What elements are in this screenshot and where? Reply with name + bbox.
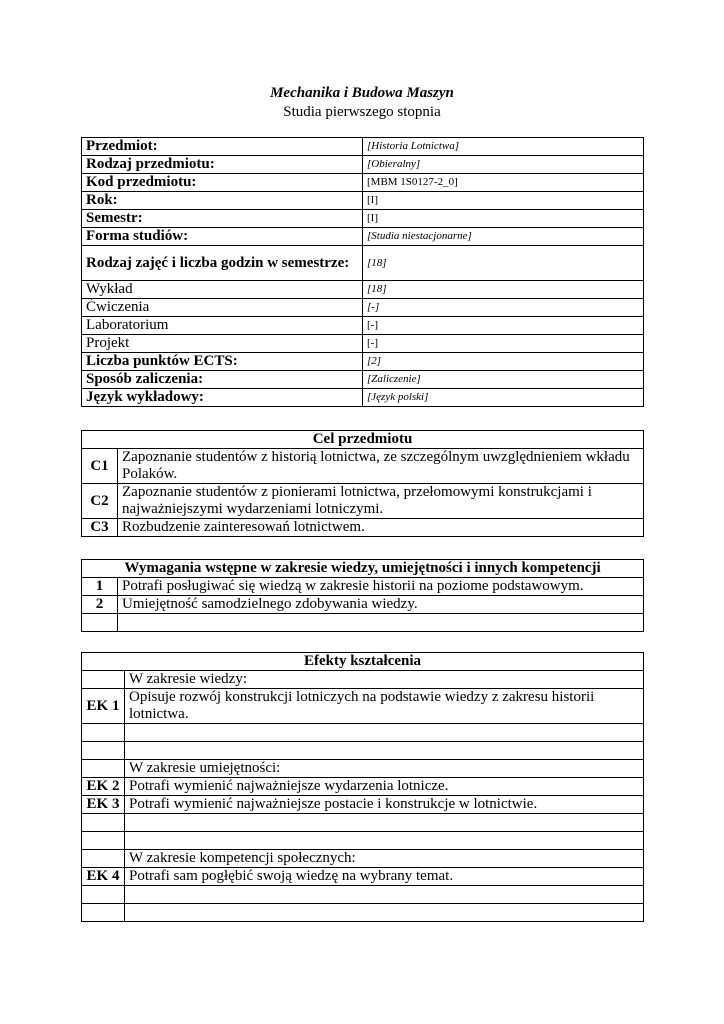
- table-row: [82, 519, 644, 537]
- info-value: [Historia Lotnictwa]: [363, 138, 644, 156]
- table-row: [82, 760, 644, 778]
- info-row: [82, 299, 644, 317]
- table-row: [82, 484, 644, 519]
- table-row: [82, 886, 644, 904]
- table-row: [82, 814, 644, 832]
- row-text: Opisuje rozwój konstrukcji lotniczych na podstawie wiedzy z zakresu historii lotnictwa.: [125, 689, 644, 724]
- row-text: Zapoznanie studentów z historią lotnictwa, ze szczególnym uwzględnieniem wkładu Polaków.: [118, 449, 644, 484]
- empty-cell: [82, 904, 125, 922]
- info-value: [18]: [363, 281, 644, 299]
- info-label: Wykład: [82, 281, 363, 299]
- info-label: Semestr:: [82, 210, 363, 228]
- empty-cell: [82, 850, 125, 868]
- info-row: [82, 389, 644, 407]
- table-row: [82, 832, 644, 850]
- info-label: Sposób zaliczenia:: [82, 371, 363, 389]
- table-header-row: [82, 653, 644, 671]
- table-row: [82, 850, 644, 868]
- table-row: [82, 596, 644, 614]
- empty-cell: [125, 886, 644, 904]
- row-code: 1: [82, 578, 118, 596]
- section-heading: Wymagania wstępne w zakresie wiedzy, umiejętności i innych kompetencji: [82, 560, 644, 578]
- row-text: Zapoznanie studentów z pionierami lotnictwa, przełomowymi konstrukcjami i najważniejszymi wydarzeniami lotniczymi.: [118, 484, 644, 519]
- row-code: EK 4: [82, 868, 125, 886]
- info-row: [82, 138, 644, 156]
- info-row: [82, 156, 644, 174]
- info-value: [I]: [363, 192, 644, 210]
- info-row: [82, 335, 644, 353]
- row-code: EK 2: [82, 778, 125, 796]
- empty-cell: [82, 724, 125, 742]
- info-value: [Zaliczenie]: [363, 371, 644, 389]
- info-row: [82, 192, 644, 210]
- table-row: [82, 689, 644, 724]
- table-row: [82, 796, 644, 814]
- info-value: [Obieralny]: [363, 156, 644, 174]
- empty-cell: [125, 832, 644, 850]
- info-label: Język wykładowy:: [82, 389, 363, 407]
- info-value: [-]: [363, 335, 644, 353]
- prerequisites-table: [81, 559, 644, 632]
- course-info-table: [81, 137, 644, 407]
- section-heading: Efekty kształcenia: [82, 653, 644, 671]
- info-row: [82, 174, 644, 192]
- info-row: [82, 246, 644, 281]
- row-text: Umiejętność samodzielnego zdobywania wiedzy.: [118, 596, 644, 614]
- info-row: [82, 353, 644, 371]
- table-row: [82, 724, 644, 742]
- info-label: Laboratorium: [82, 317, 363, 335]
- section-heading: Cel przedmiotu: [82, 431, 644, 449]
- empty-cell: [118, 614, 644, 632]
- info-value: [2]: [363, 353, 644, 371]
- category-label: W zakresie umiejętności:: [125, 760, 644, 778]
- row-code: 2: [82, 596, 118, 614]
- empty-cell: [82, 886, 125, 904]
- page-subtitle: Studia pierwszego stopnia: [283, 104, 441, 120]
- category-label: W zakresie kompetencji społecznych:: [125, 850, 644, 868]
- info-row: [82, 210, 644, 228]
- info-label: Projekt: [82, 335, 363, 353]
- empty-cell: [82, 671, 125, 689]
- table-row: [82, 778, 644, 796]
- info-label: Rodzaj zajęć i liczba godzin w semestrze:: [82, 246, 363, 281]
- info-value: [-]: [363, 317, 644, 335]
- info-label: Liczba punktów ECTS:: [82, 353, 363, 371]
- course-goals-table: [81, 430, 644, 537]
- empty-cell: [125, 814, 644, 832]
- empty-cell: [82, 742, 125, 760]
- table-row: [82, 904, 644, 922]
- row-code: EK 1: [82, 689, 125, 724]
- row-text: Potrafi sam pogłębić swoją wiedzę na wybrany temat.: [125, 868, 644, 886]
- info-label: Kod przedmiotu:: [82, 174, 363, 192]
- info-row: [82, 281, 644, 299]
- table-header-row: [82, 431, 644, 449]
- empty-cell: [82, 760, 125, 778]
- info-row: [82, 371, 644, 389]
- row-text: Potrafi wymienić najważniejsze wydarzenia lotnicze.: [125, 778, 644, 796]
- row-code: C3: [82, 519, 118, 537]
- info-value: [I]: [363, 210, 644, 228]
- info-label: Forma studiów:: [82, 228, 363, 246]
- row-code: C1: [82, 449, 118, 484]
- info-label: Ćwiczenia: [82, 299, 363, 317]
- info-label: Przedmiot:: [82, 138, 363, 156]
- table-header-row: [82, 560, 644, 578]
- row-text: Rozbudzenie zainteresowań lotnictwem.: [118, 519, 644, 537]
- category-label: W zakresie wiedzy:: [125, 671, 644, 689]
- row-code: C2: [82, 484, 118, 519]
- empty-cell: [125, 724, 644, 742]
- row-text: Potrafi wymienić najważniejsze postacie i konstrukcje w lotnictwie.: [125, 796, 644, 814]
- info-value: [Język polski]: [363, 389, 644, 407]
- info-value: [Studia niestacjonarne]: [363, 228, 644, 246]
- empty-cell: [82, 814, 125, 832]
- info-row: [82, 228, 644, 246]
- info-label: Rok:: [82, 192, 363, 210]
- page-title: Mechanika i Budowa Maszyn: [270, 85, 454, 101]
- table-row: [82, 868, 644, 886]
- info-label: Rodzaj przedmiotu:: [82, 156, 363, 174]
- empty-cell: [125, 904, 644, 922]
- info-value: [MBM 1S0127-2_0]: [363, 174, 644, 192]
- empty-cell: [82, 832, 125, 850]
- empty-cell: [125, 742, 644, 760]
- table-row: [82, 449, 644, 484]
- row-text: Potrafi posługiwać się wiedzą w zakresie historii na poziome podstawowym.: [118, 578, 644, 596]
- table-row: [82, 671, 644, 689]
- info-value: [18]: [363, 246, 644, 281]
- table-row: [82, 742, 644, 760]
- table-row: [82, 578, 644, 596]
- table-row: [82, 614, 644, 632]
- row-code: EK 3: [82, 796, 125, 814]
- info-value: [-]: [363, 299, 644, 317]
- info-row: [82, 317, 644, 335]
- empty-cell: [82, 614, 118, 632]
- learning-outcomes-table: [81, 652, 644, 922]
